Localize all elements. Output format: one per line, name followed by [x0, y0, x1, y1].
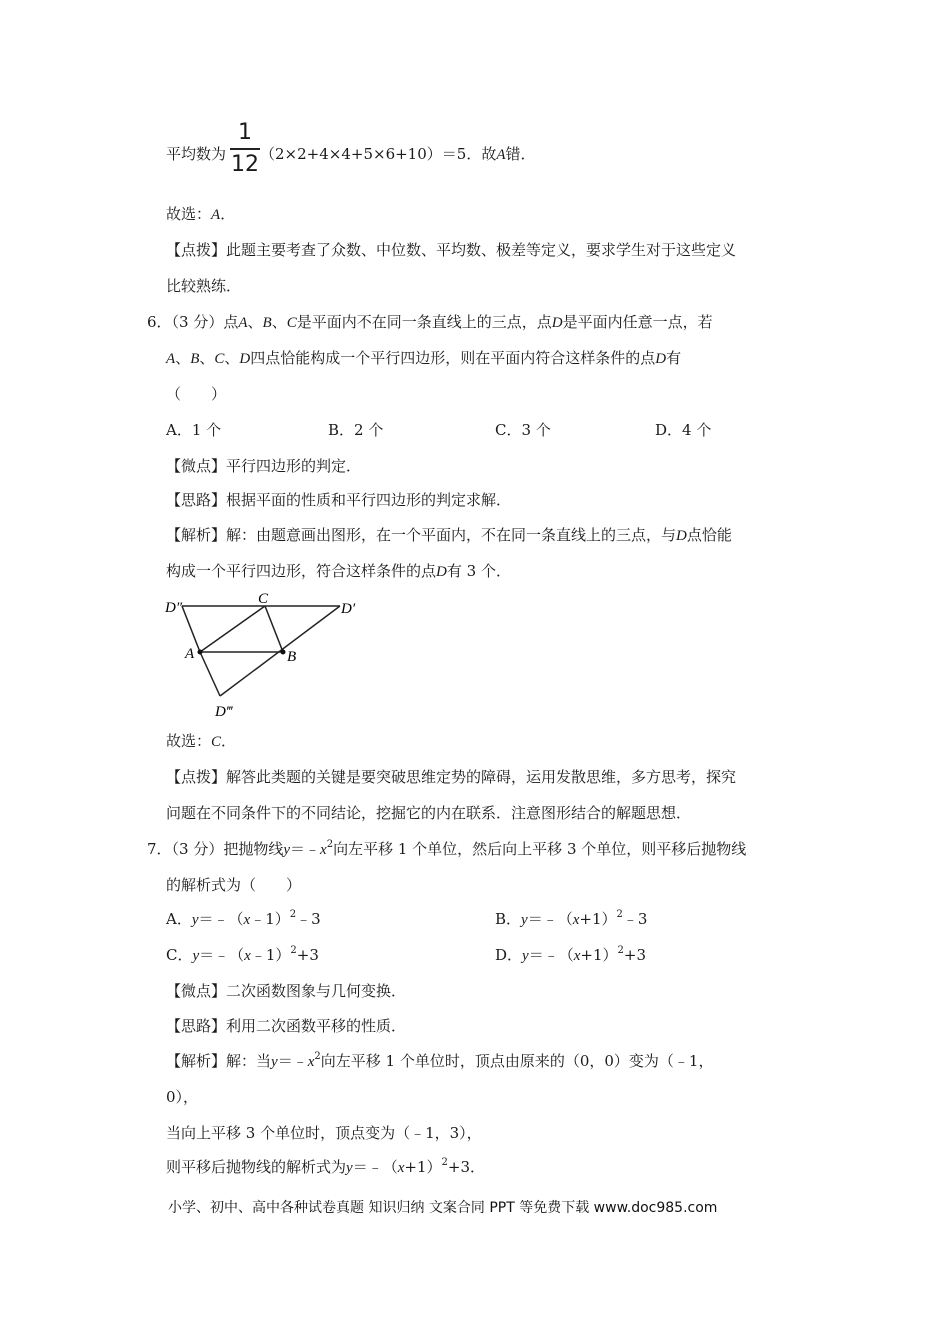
q6-line1 — [147, 312, 713, 333]
q6-answer — [166, 731, 236, 752]
line-d1-d3 — [220, 606, 340, 696]
var-B: B — [262, 315, 272, 331]
q6-analysis-line1 — [166, 525, 732, 546]
var-x: x — [397, 1160, 405, 1176]
var-D: D — [436, 564, 447, 580]
fraction-denominator: 12 — [231, 152, 259, 177]
q5-tip-line2: 比较熟练． — [166, 277, 242, 295]
q6-idea: 【思路】根据平面的性质和平行四边形的判定求解． — [166, 491, 512, 509]
equals-minus: ＝﹣ — [290, 840, 321, 858]
average-line — [166, 144, 536, 165]
option-text: ＝﹣（ — [527, 910, 573, 928]
var-A: A — [166, 351, 176, 367]
var-D: D — [655, 351, 667, 367]
avg-var: A — [496, 147, 506, 163]
var-C: C — [286, 315, 297, 331]
equals-minus: ＝﹣ — [277, 1052, 308, 1070]
q7-analysis-line4 — [166, 1157, 485, 1178]
line-c-b — [265, 606, 283, 652]
q7-line1 — [147, 839, 746, 860]
option-text: ﹣1） — [250, 910, 290, 928]
option-text: ﹣3 — [622, 910, 648, 928]
line-c-a — [200, 606, 265, 652]
var-y: y — [521, 912, 528, 928]
var-y: y — [346, 1160, 353, 1176]
q6-number: 6． — [147, 313, 172, 331]
q7-number: 7． — [147, 840, 172, 858]
analysis-text: 向左平移 1 个单位时，顶点由原来的（0，0）变为（﹣1， — [320, 1052, 714, 1070]
analysis-text: 【解析】解：由题意画出图形，在一个平面内，不在同一条直线上的三点，与 — [166, 526, 677, 544]
option-label: C． — [166, 946, 193, 964]
q6-text: 是平面内任意一点，若 — [562, 313, 713, 331]
q6-analysis-line2 — [166, 561, 511, 582]
answer-label: 故选： — [166, 732, 212, 750]
point-a — [198, 650, 203, 655]
q6-text: 有 — [666, 349, 682, 367]
label-c: C — [258, 591, 269, 607]
q6-micro: 【微点】平行四边形的判定． — [166, 457, 362, 475]
analysis-text: +1） — [404, 1158, 442, 1176]
line-a-d3 — [200, 652, 220, 696]
q7-analysis-line2: 0）， — [166, 1088, 199, 1106]
option-text: ﹣1） — [250, 946, 291, 964]
option-text: ＝﹣（ — [198, 910, 244, 928]
q6-line2 — [166, 348, 681, 369]
analysis-text: ＝﹣（ — [352, 1158, 398, 1176]
option-text: +3 — [296, 946, 319, 964]
sep: 、 — [224, 349, 240, 367]
q7-option-b — [495, 909, 647, 930]
var-x: x — [243, 912, 251, 928]
page-footer: 小学、初中、高中各种试卷真题 知识归纳 文案合同 PPT 等免费下载 www.doc985.com — [168, 1200, 718, 1216]
parallelogram-figure — [160, 588, 370, 723]
exponent: 2 — [289, 909, 297, 920]
q6-option-a: A．1 个 — [166, 421, 222, 439]
label-d3: D‴ — [215, 704, 233, 720]
option-label: D． — [495, 946, 523, 964]
label-d2: D″ — [165, 600, 183, 616]
fraction-numerator: 1 — [238, 120, 252, 145]
var-y: y — [283, 842, 291, 858]
analysis-text: 构成一个平行四边形，符合这样条件的点 — [166, 562, 437, 580]
var-x: x — [572, 912, 580, 928]
var-y: y — [271, 1054, 278, 1070]
avg-expression: （2×2+4×4+5×6+10）＝5．故 — [260, 145, 497, 163]
exponent: 2 — [326, 839, 334, 850]
var-y: y — [522, 948, 529, 964]
var-x: x — [244, 948, 251, 964]
sep: 、 — [175, 349, 191, 367]
exponent: 2 — [290, 945, 297, 956]
var-x: x — [320, 842, 327, 858]
analysis-text: +3． — [447, 1158, 485, 1176]
option-text: ＝﹣（ — [528, 946, 574, 964]
q5-answer — [166, 204, 235, 225]
var-x: x — [307, 1054, 315, 1070]
var-A: A — [238, 315, 248, 331]
answer-var: C — [211, 734, 222, 750]
q7-option-d — [495, 945, 646, 966]
q7-line2: 的解析式为（ ） — [166, 876, 302, 894]
q7-idea: 【思路】利用二次函数平移的性质． — [166, 1017, 407, 1035]
fraction-one-twelfth — [230, 120, 260, 178]
q6-text: 四点恰能构成一个平行四边形，则在平面内符合这样条件的点 — [250, 349, 656, 367]
q7-text: 向左平移 1 个单位，然后向上平移 3 个单位，则平移后抛物线 — [333, 840, 747, 858]
answer-dot: ． — [221, 732, 237, 750]
q6-option-c: C．3 个 — [495, 421, 551, 439]
option-text: +1） — [580, 946, 618, 964]
q7-option-c — [166, 945, 319, 966]
sep: 、 — [271, 313, 287, 331]
label-d1: D′ — [341, 601, 356, 617]
q6-tip-line2: 问题在不同条件下的不同结论，挖掘它的内在联系．注意图形结合的解题思想． — [166, 804, 692, 822]
q7-analysis-line3: 当向上平移 3 个单位时，顶点变为（﹣1，3）， — [166, 1124, 482, 1142]
option-text: +1） — [579, 910, 617, 928]
var-C: C — [214, 351, 225, 367]
q6-tip-line1: 【点拨】解答此类题的关键是要突破思维定势的障碍，运用发散思维，多方思考，探究 — [166, 768, 737, 786]
option-text: +3 — [623, 946, 647, 964]
analysis-text: 【解析】解：当 — [166, 1052, 272, 1070]
option-label: B． — [495, 910, 522, 928]
var-D: D — [676, 528, 687, 544]
exponent: 2 — [441, 1157, 448, 1168]
option-label: A． — [166, 910, 192, 928]
answer-label: 故选： — [166, 205, 212, 223]
analysis-text: 则平移后抛物线的解析式为 — [166, 1158, 347, 1176]
q6-option-d: D．4 个 — [655, 421, 712, 439]
option-text: ﹣3 — [296, 910, 321, 928]
avg-prefix: 平均数为 — [166, 145, 227, 163]
var-B: B — [190, 351, 200, 367]
var-D: D — [551, 315, 563, 331]
q6-text: 是平面内不在同一条直线上的三点，点 — [296, 313, 552, 331]
q7-micro: 【微点】二次函数图象与几何变换． — [166, 982, 407, 1000]
q6-score: （3 分）点 — [171, 313, 239, 331]
answer-dot: ． — [220, 205, 236, 223]
q5-tip-line1: 【点拨】此题主要考查了众数、中位数、平均数、极差等定义，要求学生对于这些定义 — [166, 241, 737, 259]
exponent: 2 — [616, 909, 623, 920]
q6-option-b: B．2 个 — [328, 421, 384, 439]
answer-var: A — [211, 207, 221, 223]
var-y: y — [191, 912, 199, 928]
label-b: B — [287, 649, 297, 665]
q6-blank: （ ） — [166, 385, 227, 403]
analysis-text: 有 3 个． — [446, 562, 511, 580]
exponent: 2 — [314, 1051, 321, 1062]
analysis-text: 点恰能 — [686, 526, 732, 544]
option-text: ＝﹣（ — [199, 946, 245, 964]
exponent: 2 — [617, 945, 624, 956]
q7-text: （3 分）把抛物线 — [171, 840, 284, 858]
var-x: x — [573, 948, 581, 964]
sep: 、 — [199, 349, 215, 367]
fraction-bar — [230, 148, 260, 150]
label-a: A — [185, 646, 195, 662]
q7-option-a — [166, 909, 321, 930]
var-D: D — [239, 351, 251, 367]
avg-suffix: 错． — [505, 145, 536, 163]
var-y: y — [192, 948, 200, 964]
q7-analysis-line1 — [166, 1051, 713, 1072]
point-b — [281, 650, 286, 655]
sep: 、 — [247, 313, 263, 331]
